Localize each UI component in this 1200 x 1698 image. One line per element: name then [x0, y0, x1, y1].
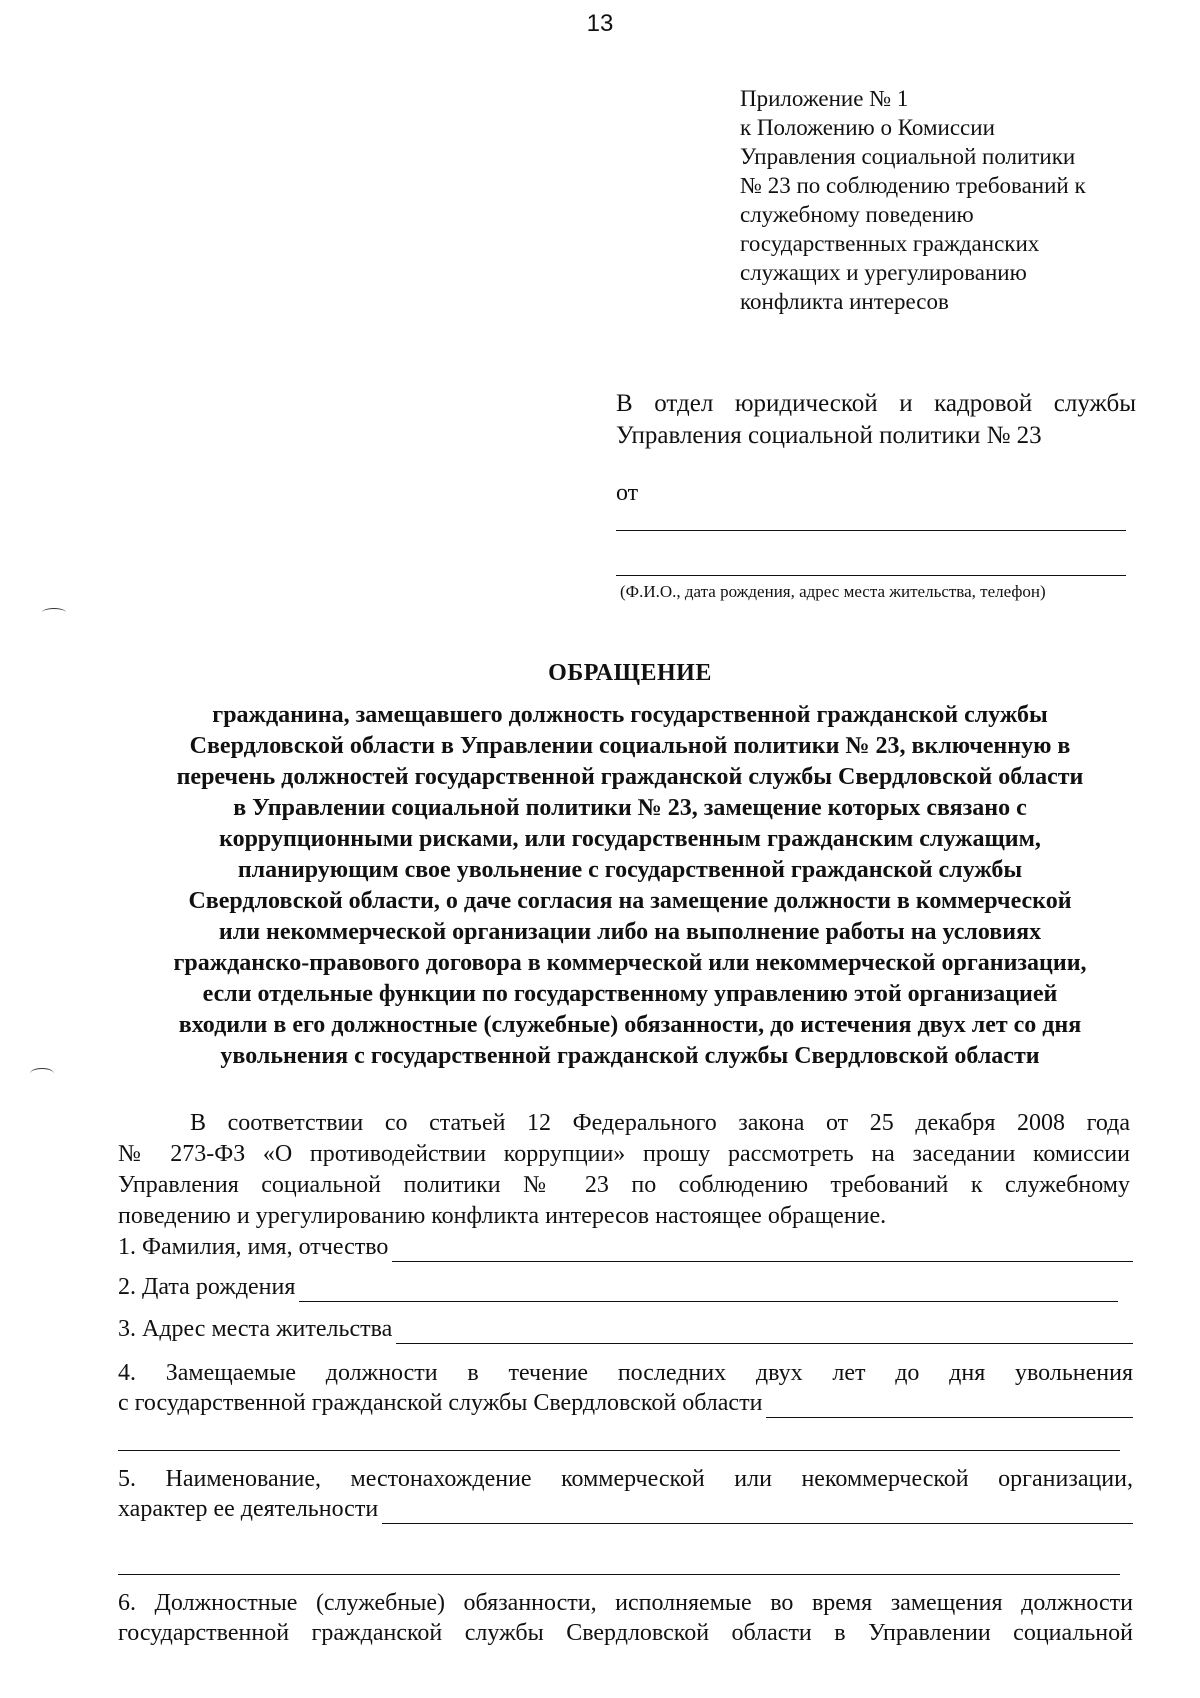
appendix-line: к Положению о Комиссии: [740, 115, 995, 140]
body-line: № 273-ФЗ «О противодействии коррупции» прошу рассмотреть на заседании комиссии: [118, 1141, 1130, 1167]
field-label: 5. Наименование, местонахождение коммерческой или некоммерческой организации,: [118, 1466, 1133, 1492]
from-label: от: [616, 480, 639, 506]
appendix-line: служащих и урегулированию: [740, 260, 1027, 285]
full-name-input-line[interactable]: [392, 1237, 1133, 1262]
field-address: [118, 1314, 1133, 1344]
addressee-line: Управления социальной политики № 23: [616, 422, 1042, 449]
from-field-hint: (Ф.И.О., дата рождения, адрес места жительства, телефон): [620, 582, 1046, 601]
subtitle-line: гражданско-правового договора в коммерческой или некоммерческой организации,: [173, 950, 1087, 976]
subtitle-line: гражданина, замещавшего должность государственной гражданской службы: [212, 702, 1048, 728]
subtitle-line: планирующим свое увольнение с государственной гражданской службы: [237, 857, 1023, 883]
field-label: с государственной гражданской службы Свердловской области: [118, 1390, 763, 1416]
subtitle-line: в Управлении социальной политики № 23, замещение которых связано с: [233, 795, 1027, 821]
field-positions: [118, 1358, 1133, 1418]
address-input-line[interactable]: [396, 1319, 1133, 1344]
document-title: ОБРАЩЕНИЕ: [548, 660, 712, 686]
field-label: 3. Адрес места жительства: [118, 1316, 393, 1342]
field-full-name: [118, 1232, 1133, 1262]
document-subtitle: [110, 700, 1150, 1072]
field-organization: [118, 1464, 1133, 1524]
field-label: 4. Замещаемые должности в течение последних двух лет до дня увольнения: [118, 1360, 1133, 1386]
page-number: 13: [586, 10, 614, 37]
scan-mark: [30, 1068, 54, 1079]
subtitle-line: Свердловской области, о даче согласия на замещение должности в коммерческой: [188, 888, 1072, 914]
subtitle-line: перечень должностей государственной гражданской службы Свердловской области: [176, 764, 1084, 790]
body-line: В соответствии со статьей 12 Федерального закона от 25 декабря 2008 года: [190, 1110, 1130, 1136]
subtitle-line: Свердловской области в Управлении социальной политики № 23, включенную в: [189, 733, 1071, 759]
addressee-line: В отдел юридической и кадровой службы: [616, 390, 1136, 417]
field-duties: [118, 1588, 1133, 1648]
field-label: 1. Фамилия, имя, отчество: [118, 1234, 389, 1260]
subtitle-line: коррупционными рисками, или государственным гражданским служащим,: [219, 826, 1041, 852]
appendix-note: [740, 84, 1180, 316]
appendix-line: государственных гражданских: [740, 231, 1040, 256]
appendix-line: Приложение № 1: [740, 86, 909, 111]
field-label: 6. Должностные (служебные) обязанности, исполняемые во время замещения должности: [118, 1590, 1133, 1616]
subtitle-line: увольнения с государственной гражданской службы Свердловской области: [220, 1043, 1040, 1069]
scan-mark: [42, 608, 66, 617]
appendix-line: Управления социальной политики: [740, 144, 1076, 169]
field-label: 2. Дата рождения: [118, 1274, 296, 1300]
organization-extra-line[interactable]: [118, 1574, 1120, 1575]
subtitle-line: входили в его должностные (служебные) обязанности, до истечения двух лет со дня: [178, 1012, 1082, 1038]
appendix-line: служебному поведению: [740, 202, 974, 227]
birth-date-input-line[interactable]: [299, 1277, 1118, 1302]
body-line: поведению и урегулированию конфликта интересов настоящее обращение.: [118, 1203, 887, 1229]
positions-extra-line[interactable]: [118, 1450, 1120, 1451]
appendix-line: конфликта интересов: [740, 289, 949, 314]
from-field-line[interactable]: [616, 530, 1126, 531]
body-line: Управления социальной политики № 23 по соблюдению требований к служебному: [118, 1172, 1130, 1198]
body-paragraph: [118, 1108, 1130, 1232]
field-birth-date: [118, 1272, 1118, 1302]
subtitle-line: если отдельные функции по государственному управлению этой организацией: [202, 981, 1058, 1007]
field-label: характер ее деятельности: [118, 1496, 379, 1522]
field-label: государственной гражданской службы Свердловской области в Управлении социальной: [118, 1620, 1133, 1646]
addressee-block: [616, 388, 1136, 452]
positions-input-line[interactable]: [766, 1393, 1133, 1418]
organization-input-line[interactable]: [382, 1499, 1133, 1524]
subtitle-line: или некоммерческой организации либо на выполнение работы на условиях: [218, 919, 1042, 945]
appendix-line: № 23 по соблюдению требований к: [740, 173, 1086, 198]
from-field-line[interactable]: [616, 575, 1126, 576]
